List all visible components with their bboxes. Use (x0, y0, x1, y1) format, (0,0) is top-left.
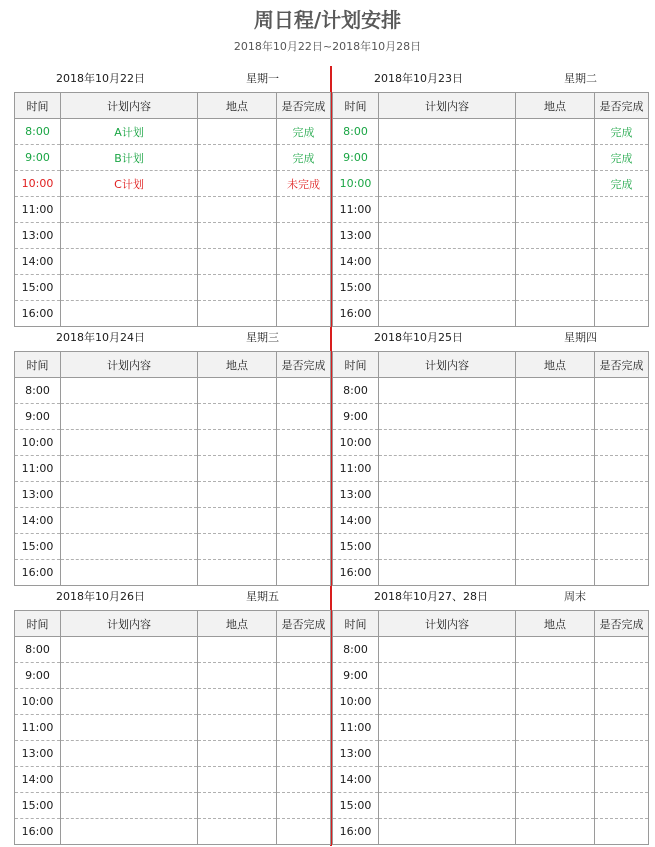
status-cell[interactable]: 完成 (595, 145, 649, 171)
day-weekday: 星期一 (246, 72, 279, 85)
status-cell[interactable]: 完成 (277, 145, 331, 171)
status-cell[interactable] (277, 767, 331, 793)
status-cell[interactable] (277, 378, 331, 404)
day-weekday: 周末 (564, 590, 586, 603)
status-cell[interactable] (595, 637, 649, 663)
plan-cell[interactable] (61, 378, 198, 404)
table-row (333, 767, 649, 793)
table-row (15, 223, 331, 249)
day-date: 2018年10月24日 (56, 331, 145, 344)
time-cell[interactable]: 8:00 (333, 378, 379, 404)
table-row (333, 560, 649, 586)
day-date: 2018年10月22日 (56, 72, 145, 85)
plan-cell[interactable] (61, 767, 198, 793)
table-header-row (15, 93, 331, 119)
column-header: 地点 (516, 611, 595, 637)
status-cell[interactable] (277, 663, 331, 689)
plan-cell[interactable] (379, 275, 516, 301)
column-header: 时间 (15, 352, 61, 378)
day-weekday: 星期三 (246, 331, 279, 344)
table-row (333, 663, 649, 689)
plan-cell[interactable] (61, 456, 198, 482)
column-header: 地点 (516, 352, 595, 378)
table-row (333, 378, 649, 404)
place-cell[interactable] (198, 404, 277, 430)
time-cell[interactable]: 11:00 (333, 456, 379, 482)
plan-cell[interactable] (379, 301, 516, 327)
table-row (15, 482, 331, 508)
day-header (332, 325, 648, 345)
time-cell[interactable]: 15:00 (15, 534, 61, 560)
time-cell[interactable]: 13:00 (15, 223, 61, 249)
status-cell[interactable] (595, 560, 649, 586)
column-header: 时间 (15, 611, 61, 637)
status-cell[interactable] (277, 430, 331, 456)
table-row (333, 819, 649, 845)
column-header: 计划内容 (61, 93, 198, 119)
status-cell[interactable] (595, 534, 649, 560)
table-row (15, 663, 331, 689)
place-cell[interactable] (198, 275, 277, 301)
day-date: 2018年10月26日 (56, 590, 145, 603)
plan-cell[interactable] (379, 171, 516, 197)
table-row (15, 715, 331, 741)
place-cell[interactable] (516, 508, 595, 534)
status-cell[interactable] (277, 249, 331, 275)
place-cell[interactable] (516, 456, 595, 482)
plan-cell[interactable] (379, 456, 516, 482)
time-cell[interactable]: 9:00 (15, 663, 61, 689)
status-cell[interactable] (277, 456, 331, 482)
place-cell[interactable] (198, 119, 277, 145)
day-schedule-table (14, 92, 331, 327)
status-cell[interactable] (595, 456, 649, 482)
column-header: 计划内容 (379, 352, 516, 378)
table-row (15, 689, 331, 715)
plan-cell[interactable] (379, 741, 516, 767)
plan-cell[interactable] (61, 430, 198, 456)
place-cell[interactable] (516, 767, 595, 793)
table-row (333, 404, 649, 430)
table-row (15, 301, 331, 327)
day-schedule-table (332, 610, 649, 845)
table-row (333, 430, 649, 456)
place-cell[interactable] (198, 793, 277, 819)
plan-cell[interactable] (61, 741, 198, 767)
column-header: 计划内容 (379, 93, 516, 119)
time-cell[interactable]: 9:00 (333, 404, 379, 430)
day-weekday: 星期二 (564, 72, 597, 85)
time-cell[interactable]: 9:00 (333, 145, 379, 171)
table-row (15, 171, 331, 197)
place-cell[interactable] (516, 793, 595, 819)
day-schedule-table (14, 610, 331, 845)
status-cell[interactable] (277, 560, 331, 586)
place-cell[interactable] (516, 534, 595, 560)
table-row (15, 637, 331, 663)
column-header: 地点 (198, 352, 277, 378)
place-cell[interactable] (516, 637, 595, 663)
column-header: 计划内容 (61, 352, 198, 378)
time-cell[interactable]: 11:00 (333, 197, 379, 223)
day-header (332, 584, 648, 604)
place-cell[interactable] (198, 741, 277, 767)
plan-cell[interactable] (61, 404, 198, 430)
place-cell[interactable] (516, 482, 595, 508)
place-cell[interactable] (516, 819, 595, 845)
day-weekday: 星期四 (564, 331, 597, 344)
table-row (333, 637, 649, 663)
table-row (333, 508, 649, 534)
plan-cell[interactable] (379, 223, 516, 249)
place-cell[interactable] (198, 767, 277, 793)
status-cell[interactable] (277, 197, 331, 223)
time-cell[interactable]: 8:00 (15, 378, 61, 404)
status-cell[interactable] (277, 534, 331, 560)
time-cell[interactable]: 11:00 (333, 715, 379, 741)
status-cell[interactable] (277, 637, 331, 663)
place-cell[interactable] (198, 534, 277, 560)
place-cell[interactable] (516, 560, 595, 586)
table-row (15, 767, 331, 793)
plan-cell[interactable] (379, 767, 516, 793)
status-cell[interactable] (595, 482, 649, 508)
time-cell[interactable]: 10:00 (333, 430, 379, 456)
time-cell[interactable]: 8:00 (15, 637, 61, 663)
table-row (333, 275, 649, 301)
plan-cell[interactable] (61, 197, 198, 223)
time-cell[interactable]: 16:00 (15, 560, 61, 586)
time-cell[interactable]: 10:00 (333, 689, 379, 715)
column-header: 地点 (516, 93, 595, 119)
table-row (333, 119, 649, 145)
time-cell[interactable]: 9:00 (15, 404, 61, 430)
plan-cell[interactable] (379, 715, 516, 741)
place-cell[interactable] (198, 482, 277, 508)
table-row (333, 534, 649, 560)
place-cell[interactable] (516, 301, 595, 327)
table-row (333, 689, 649, 715)
table-row (333, 456, 649, 482)
plan-cell[interactable] (61, 793, 198, 819)
time-cell[interactable]: 15:00 (333, 534, 379, 560)
column-header: 地点 (198, 611, 277, 637)
plan-cell[interactable] (61, 275, 198, 301)
column-header: 时间 (333, 93, 379, 119)
day-header (14, 66, 330, 86)
place-cell[interactable] (516, 197, 595, 223)
place-cell[interactable] (516, 404, 595, 430)
time-cell[interactable]: 10:00 (15, 171, 61, 197)
column-header: 时间 (333, 611, 379, 637)
plan-cell[interactable] (379, 249, 516, 275)
table-row (15, 456, 331, 482)
time-cell[interactable]: 14:00 (15, 249, 61, 275)
time-cell[interactable]: 11:00 (15, 197, 61, 223)
plan-cell[interactable] (379, 534, 516, 560)
place-cell[interactable] (198, 715, 277, 741)
status-cell[interactable] (595, 689, 649, 715)
plan-cell[interactable] (61, 715, 198, 741)
column-header: 地点 (198, 93, 277, 119)
plan-cell[interactable] (61, 663, 198, 689)
plan-cell[interactable] (61, 534, 198, 560)
place-cell[interactable] (198, 430, 277, 456)
time-cell[interactable]: 9:00 (15, 145, 61, 171)
day-header (14, 325, 330, 345)
table-row (15, 119, 331, 145)
plan-cell[interactable] (61, 249, 198, 275)
status-cell[interactable]: 完成 (277, 119, 331, 145)
plan-cell[interactable] (379, 819, 516, 845)
place-cell[interactable] (516, 663, 595, 689)
plan-cell[interactable]: B计划 (61, 145, 198, 171)
plan-cell[interactable] (379, 119, 516, 145)
place-cell[interactable] (516, 378, 595, 404)
table-row (15, 145, 331, 171)
status-cell[interactable] (277, 715, 331, 741)
status-cell[interactable] (595, 793, 649, 819)
time-cell[interactable]: 13:00 (15, 482, 61, 508)
time-cell[interactable]: 15:00 (15, 275, 61, 301)
plan-cell[interactable] (379, 689, 516, 715)
place-cell[interactable] (516, 119, 595, 145)
place-cell[interactable] (198, 637, 277, 663)
plan-cell[interactable] (379, 145, 516, 171)
table-row (15, 378, 331, 404)
day-header (332, 66, 648, 86)
time-cell[interactable]: 13:00 (333, 482, 379, 508)
plan-cell[interactable] (61, 560, 198, 586)
table-row (15, 819, 331, 845)
time-cell[interactable]: 16:00 (333, 819, 379, 845)
time-cell[interactable]: 14:00 (15, 767, 61, 793)
status-cell[interactable]: 未完成 (277, 171, 331, 197)
status-cell[interactable] (595, 378, 649, 404)
plan-cell[interactable] (61, 637, 198, 663)
day-header (14, 584, 330, 604)
plan-cell[interactable]: A计划 (61, 119, 198, 145)
status-cell[interactable] (595, 197, 649, 223)
place-cell[interactable] (198, 663, 277, 689)
place-cell[interactable] (516, 249, 595, 275)
table-row (333, 145, 649, 171)
table-row (15, 508, 331, 534)
status-cell[interactable] (595, 430, 649, 456)
table-row (15, 430, 331, 456)
table-row (333, 482, 649, 508)
place-cell[interactable] (198, 171, 277, 197)
time-cell[interactable]: 15:00 (333, 793, 379, 819)
place-cell[interactable] (516, 145, 595, 171)
time-cell[interactable]: 11:00 (15, 456, 61, 482)
place-cell[interactable] (516, 689, 595, 715)
status-cell[interactable] (595, 741, 649, 767)
status-cell[interactable] (277, 819, 331, 845)
place-cell[interactable] (516, 275, 595, 301)
time-cell[interactable]: 14:00 (333, 249, 379, 275)
place-cell[interactable] (516, 430, 595, 456)
table-row (333, 249, 649, 275)
place-cell[interactable] (198, 689, 277, 715)
table-header-row (15, 352, 331, 378)
status-cell[interactable] (277, 275, 331, 301)
status-cell[interactable] (277, 689, 331, 715)
status-cell[interactable] (277, 404, 331, 430)
time-cell[interactable]: 10:00 (15, 689, 61, 715)
plan-cell[interactable] (379, 197, 516, 223)
table-header-row (333, 611, 649, 637)
column-header: 计划内容 (379, 611, 516, 637)
column-header: 是否完成 (595, 93, 649, 119)
table-row (333, 793, 649, 819)
time-cell[interactable]: 8:00 (333, 637, 379, 663)
column-header: 计划内容 (61, 611, 198, 637)
column-header: 时间 (15, 93, 61, 119)
time-cell[interactable]: 13:00 (333, 741, 379, 767)
table-row (333, 741, 649, 767)
column-header: 是否完成 (595, 611, 649, 637)
status-cell[interactable] (595, 767, 649, 793)
table-row (15, 534, 331, 560)
time-cell[interactable]: 9:00 (333, 663, 379, 689)
table-row (333, 171, 649, 197)
place-cell[interactable] (198, 145, 277, 171)
table-row (333, 301, 649, 327)
table-row (15, 793, 331, 819)
status-cell[interactable] (595, 663, 649, 689)
plan-cell[interactable] (379, 430, 516, 456)
table-row (15, 741, 331, 767)
plan-cell[interactable] (61, 819, 198, 845)
plan-cell[interactable] (379, 482, 516, 508)
plan-cell[interactable] (379, 508, 516, 534)
day-schedule-table (14, 351, 331, 586)
time-cell[interactable]: 10:00 (15, 430, 61, 456)
place-cell[interactable] (198, 456, 277, 482)
day-date: 2018年10月25日 (374, 331, 463, 344)
place-cell[interactable] (198, 378, 277, 404)
status-cell[interactable] (595, 715, 649, 741)
plan-cell[interactable] (61, 689, 198, 715)
column-header: 是否完成 (277, 611, 331, 637)
time-cell[interactable]: 16:00 (333, 560, 379, 586)
status-cell[interactable] (595, 404, 649, 430)
status-cell[interactable] (595, 819, 649, 845)
place-cell[interactable] (198, 301, 277, 327)
column-header: 时间 (333, 352, 379, 378)
column-header: 是否完成 (277, 93, 331, 119)
status-cell[interactable] (595, 301, 649, 327)
place-cell[interactable] (198, 560, 277, 586)
place-cell[interactable] (516, 715, 595, 741)
plan-cell[interactable] (379, 637, 516, 663)
plan-cell[interactable] (61, 508, 198, 534)
table-row (15, 560, 331, 586)
table-row (333, 715, 649, 741)
table-row (15, 197, 331, 223)
status-cell[interactable] (277, 793, 331, 819)
status-cell[interactable] (277, 482, 331, 508)
day-schedule-table (332, 92, 649, 327)
time-cell[interactable]: 10:00 (333, 171, 379, 197)
time-cell[interactable]: 16:00 (15, 301, 61, 327)
status-cell[interactable] (595, 508, 649, 534)
status-cell[interactable]: 完成 (595, 119, 649, 145)
column-header: 是否完成 (595, 352, 649, 378)
place-cell[interactable] (198, 223, 277, 249)
date-range: 2018年10月22日~2018年10月28日 (233, 40, 422, 53)
time-cell[interactable]: 11:00 (15, 715, 61, 741)
time-cell[interactable]: 8:00 (333, 119, 379, 145)
place-cell[interactable] (516, 171, 595, 197)
place-cell[interactable] (198, 197, 277, 223)
place-cell[interactable] (198, 819, 277, 845)
plan-cell[interactable] (61, 223, 198, 249)
time-cell[interactable]: 13:00 (15, 741, 61, 767)
time-cell[interactable]: 14:00 (333, 508, 379, 534)
status-cell[interactable]: 完成 (595, 171, 649, 197)
status-cell[interactable] (277, 741, 331, 767)
day-schedule-table (332, 351, 649, 586)
day-date: 2018年10月23日 (374, 72, 463, 85)
plan-cell[interactable]: C计划 (61, 171, 198, 197)
table-header-row (333, 93, 649, 119)
plan-cell[interactable] (379, 560, 516, 586)
place-cell[interactable] (516, 223, 595, 249)
place-cell[interactable] (198, 508, 277, 534)
page-title: 周日程/计划安排 (253, 8, 402, 32)
time-cell[interactable]: 15:00 (15, 793, 61, 819)
day-date: 2018年10月27、28日 (374, 590, 488, 603)
time-cell[interactable]: 14:00 (333, 767, 379, 793)
time-cell[interactable]: 13:00 (333, 223, 379, 249)
column-header: 是否完成 (277, 352, 331, 378)
plan-cell[interactable] (61, 482, 198, 508)
plan-cell[interactable] (379, 663, 516, 689)
table-header-row (333, 352, 649, 378)
plan-cell[interactable] (379, 378, 516, 404)
status-cell[interactable] (277, 223, 331, 249)
table-row (15, 404, 331, 430)
time-cell[interactable]: 16:00 (333, 301, 379, 327)
status-cell[interactable] (277, 508, 331, 534)
day-weekday: 星期五 (246, 590, 279, 603)
status-cell[interactable] (595, 223, 649, 249)
table-row (333, 223, 649, 249)
status-cell[interactable] (277, 301, 331, 327)
time-cell[interactable]: 16:00 (15, 819, 61, 845)
plan-cell[interactable] (379, 404, 516, 430)
time-cell[interactable]: 8:00 (15, 119, 61, 145)
time-cell[interactable]: 15:00 (333, 275, 379, 301)
table-row (15, 249, 331, 275)
table-header-row (15, 611, 331, 637)
place-cell[interactable] (198, 249, 277, 275)
status-cell[interactable] (595, 249, 649, 275)
plan-cell[interactable] (379, 793, 516, 819)
time-cell[interactable]: 14:00 (15, 508, 61, 534)
plan-cell[interactable] (61, 301, 198, 327)
place-cell[interactable] (516, 741, 595, 767)
table-row (15, 275, 331, 301)
table-row (333, 197, 649, 223)
status-cell[interactable] (595, 275, 649, 301)
